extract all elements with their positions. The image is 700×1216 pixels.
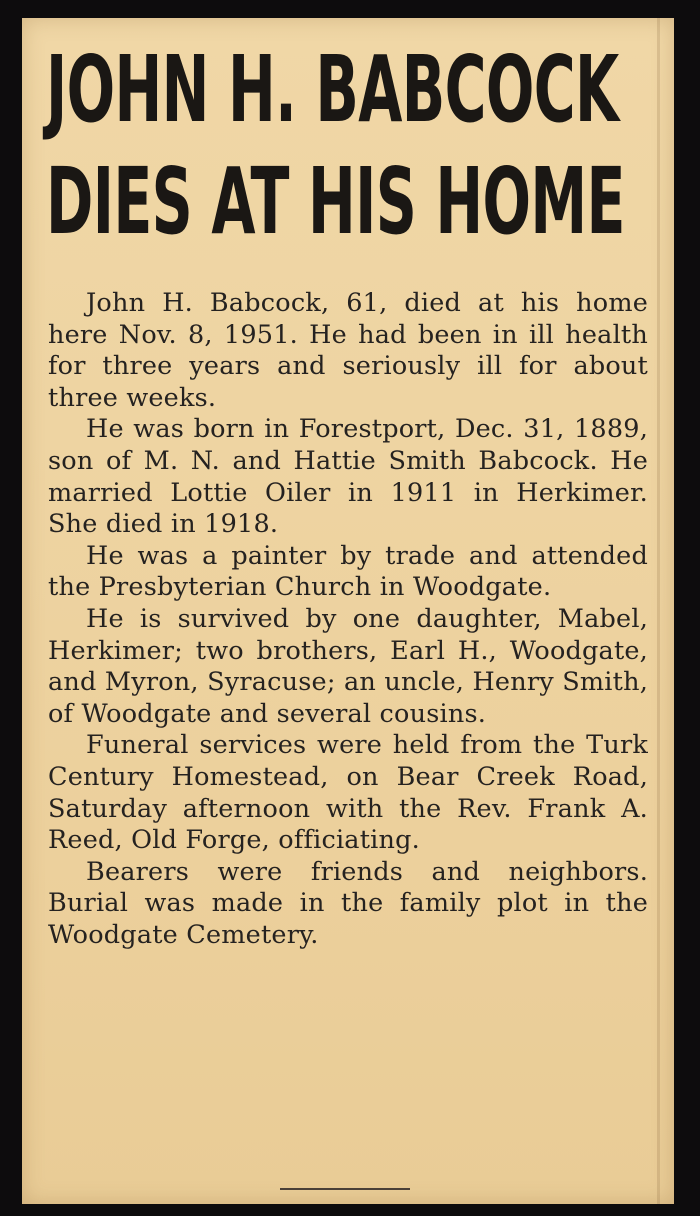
headline bbox=[46, 34, 646, 258]
headline-line-1: JOHN H. BABCOCK bbox=[46, 36, 619, 143]
headline-line-2: DIES AT HIS HOME bbox=[46, 148, 625, 255]
paragraph-burial: Bearers were friends and neighbors. Burial was made in the family plot in the Woodgate Cemetery. bbox=[48, 856, 648, 950]
end-rule bbox=[280, 1188, 410, 1190]
paragraph-trade-church: He was a painter by trade and attended the Presbyterian Church in Woodgate. bbox=[48, 540, 648, 603]
newspaper-clipping bbox=[22, 18, 674, 1204]
paragraph-death-notice: John H. Babcock, 61, died at his home here Nov. 8, 1951. He had been in ill health for three years and seriously ill for about three weeks. bbox=[48, 288, 648, 413]
article-body bbox=[48, 288, 648, 951]
paragraph-survivors: He is survived by one daughter, Mabel, Herkimer; two brothers, Earl H., Woodgate, and Myron, Syracuse; an uncle, Henry Smith, of Woodgate and several cousins. bbox=[48, 603, 648, 729]
paragraph-birth-marriage: He was born in Forestport, Dec. 31, 1889, son of M. N. and Hattie Smith Babcock. He married Lottie Oiler in 1911 in Herkimer. She died in 1918. bbox=[48, 414, 648, 540]
paragraph-funeral: Funeral services were held from the Turk Century Homestead, on Bear Creek Road, Saturday afternoon with the Rev. Frank A. Reed, Old Forge, officiating. bbox=[48, 730, 648, 856]
